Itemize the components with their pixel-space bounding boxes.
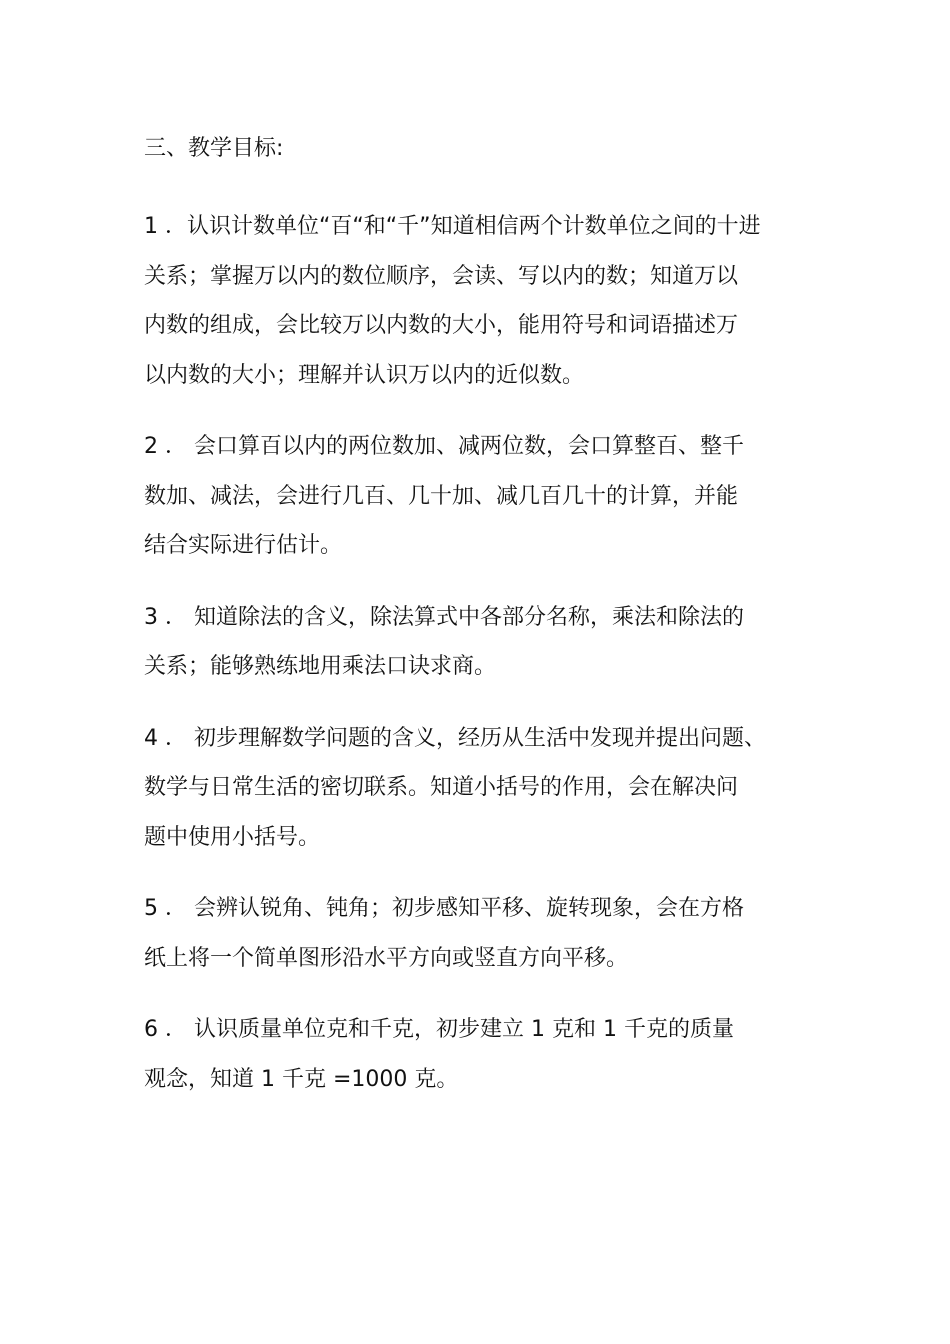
objective-item-3: [144, 593, 819, 692]
objective-item-1: [144, 202, 819, 400]
paragraph-line: 关系；掌握万以内的数位顺序，会读、写以内的数；知道万以: [144, 263, 739, 289]
paragraph-line: 题中使用小括号。: [144, 824, 321, 850]
paragraph-line: 以内数的大小；理解并认识万以内的近似数。: [144, 362, 585, 388]
paragraph-line: 结合实际进行估计。: [144, 533, 343, 558]
paragraph-line: 纸上将一个简单图形沿水平方向或竖直方向平移。: [144, 945, 629, 971]
paragraph-line: 3 ． 知道除法的含义，除法算式中各部分名称，乘法和除法的: [144, 604, 744, 630]
paragraph-line: 1 ．认识计数单位“百“和“千”知道相信两个计数单位之间的十进: [144, 214, 761, 239]
document-content: [144, 130, 819, 1126]
section-heading: 三、教学目标:: [144, 136, 284, 161]
paragraph-line: 观念，知道 1 千克 =1000 克。: [144, 1066, 459, 1092]
paragraph-line: 数加、减法，会进行几百、几十加、减几百几十的计算，并能: [144, 483, 739, 509]
paragraph-line: 5 ． 会辨认锐角、钝角；初步感知平移、旋转现象，会在方格: [144, 896, 744, 921]
objective-item-6: [144, 1005, 819, 1104]
paragraph-line: 4 ． 初步理解数学问题的含义，经历从生活中发现并提出问题、: [144, 725, 766, 751]
objective-item-5: [144, 884, 819, 983]
paragraph-line: 关系；能够熟练地用乘法口诀求商。: [144, 654, 497, 679]
paragraph-line: 6 ． 认识质量单位克和千克，初步建立 1 克和 1 千克的质量: [144, 1017, 734, 1042]
objective-item-2: [144, 422, 819, 571]
objective-item-4: [144, 714, 819, 863]
paragraph-line: 内数的组成，会比较万以内数的大小，能用符号和词语描述万: [144, 313, 739, 338]
paragraph-line: 数学与日常生活的密切联系。知道小括号的作用，会在解决问: [144, 775, 739, 800]
paragraph-line: 2 ． 会口算百以内的两位数加、减两位数，会口算整百、整千: [144, 434, 744, 459]
